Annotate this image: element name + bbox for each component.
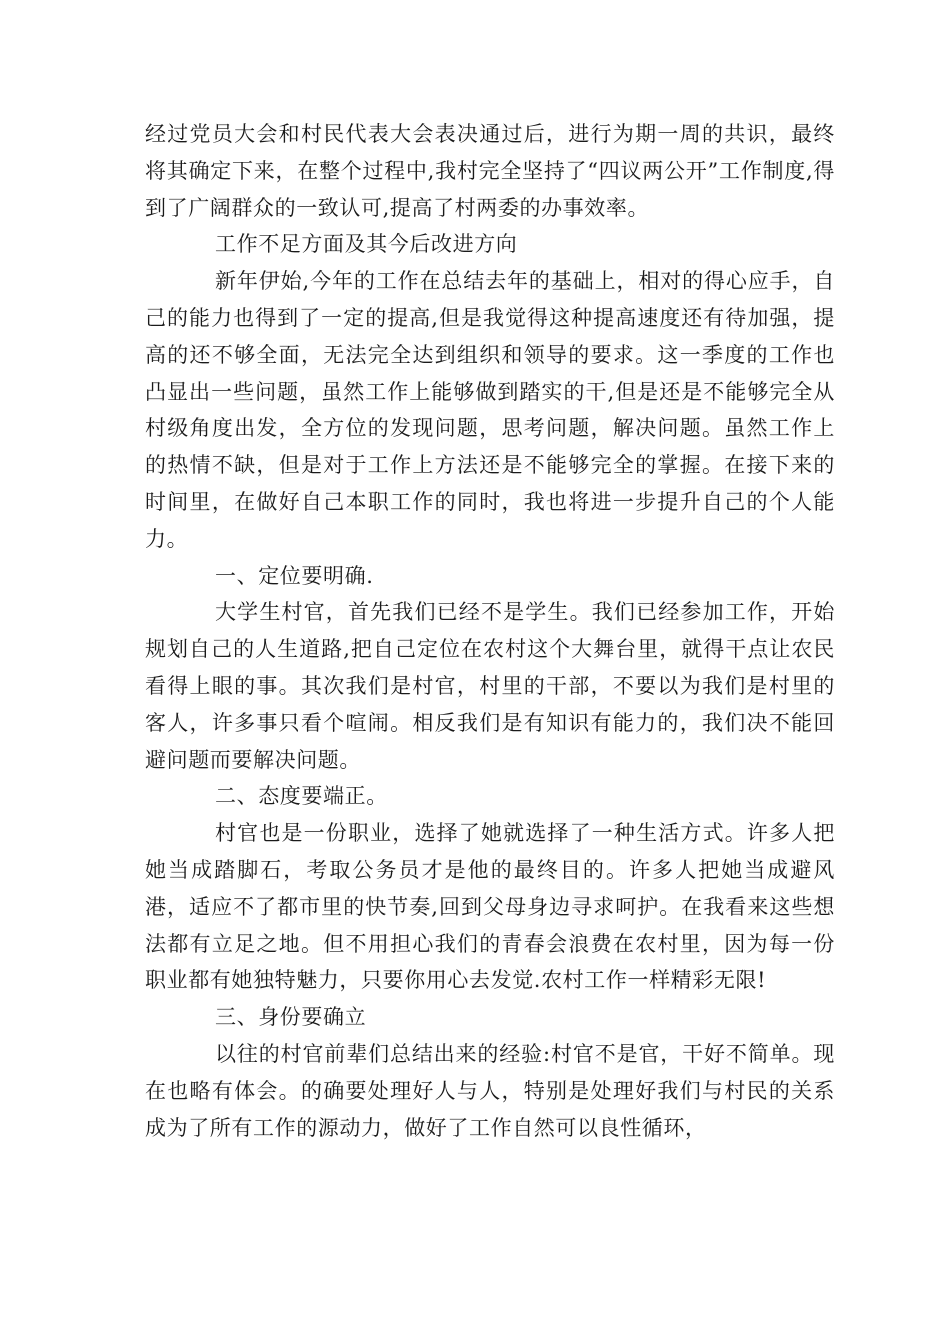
paragraph-body: 以往的村官前辈们总结出来的经验:村官不是官，干好不简单。现在也略有体会。的确要处理好人与人，特别是处理好我们与村民的关系成为了所有工作的源动力，做好了工作自然可以良性循环，: [145, 1041, 835, 1140]
document-body: [145, 116, 835, 1146]
paragraph-body: 村官也是一份职业，选择了她就选择了一种生活方式。许多人把她当成踏脚石，考取公务员才是他的最终目的。许多人把她当成避风港，适应不了都市里的快节奏,回到父母身边寻求呵护。在我看来这些想法都有立足之地。但不用担心我们的青春会浪费在农村里，因为每一份职业都有她独特魅力，只要你用心去发觉.农村工作一样精彩无限!: [145, 821, 835, 993]
paragraph-body: 大学生村官，首先我们已经不是学生。我们已经参加工作，开始规划自己的人生道路,把自己定位在农村这个大舞台里，就得干点让农民看得上眼的事。其次我们是村官，村里的干部，不要以为我们是村里的客人，许多事只看个喧闹。相反我们是有知识有能力的，我们决不能回避问题而要解决问题。: [145, 600, 835, 772]
section-heading-positioning: 一、定位要明确.: [215, 563, 374, 588]
section-heading-shortcomings: 工作不足方面及其今后改进方向: [215, 232, 518, 257]
section-heading-attitude: 二、态度要端正。: [215, 784, 388, 809]
section-heading-identity: 三、身份要确立: [215, 1005, 367, 1030]
paragraph-continued: 经过党员大会和村民代表大会表决通过后，进行为期一周的共识，最终将其确定下来，在整个过程中,我村完全坚持了“四议两公开”工作制度,得到了广阔群众的一致认可,提高了村两委的办事效率。: [145, 122, 835, 220]
paragraph-body: 新年伊始,今年的工作在总结去年的基础上，相对的得心应手，自己的能力也得到了一定的提高,但是我觉得这种提高速度还有待加强，提高的还不够全面，无法完全达到组织和领导的要求。这一季度的工作也凸显出一些问题，虽然工作上能够做到踏实的干,但是还是不能够完全从村级角度出发，全方位的发现问题，思考问题，解决问题。虽然工作上的热情不缺，但是对于工作上方法还是不能够完全的掌握。在接下来的时间里，在做好自己本职工作的同时，我也将进一步提升自己的个人能力。: [145, 269, 835, 551]
